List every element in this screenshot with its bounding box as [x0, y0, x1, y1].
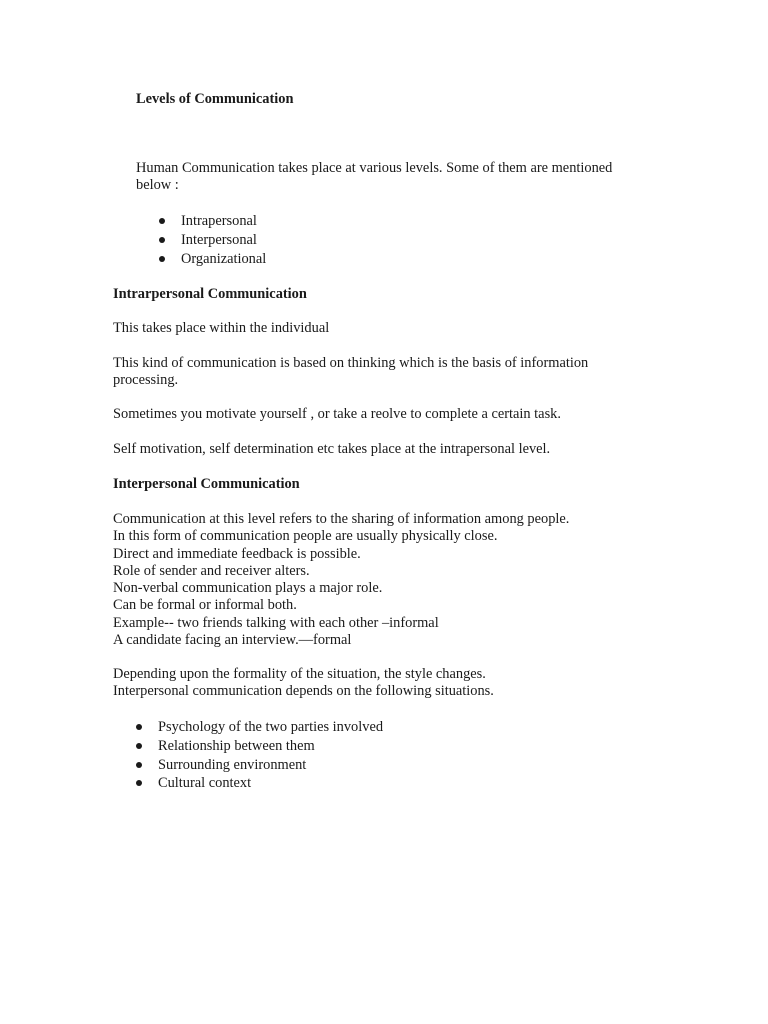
paragraph-line: Depending upon the formality of the situation, the style changes. [113, 666, 486, 682]
paragraph-line: Communication at this level refers to the sharing of information among people. [113, 511, 570, 527]
paragraph-line: Example-- two friends talking with each other –informal [113, 614, 439, 631]
list-item: Intrapersonal [159, 213, 559, 232]
paragraph-line: processing. [113, 372, 179, 389]
interpersonal-heading: Interpersonal Communication [113, 476, 300, 492]
paragraph-line: Non-verbal communication plays a major role. [113, 580, 383, 597]
bullet-icon [136, 762, 142, 768]
factors-list [136, 719, 536, 794]
paragraph-line: Direct and immediate feedback is possible. [113, 545, 361, 562]
bullet-icon [136, 724, 142, 730]
interpersonal-points [113, 511, 569, 649]
list-item: Psychology of the two parties involved [136, 719, 536, 738]
list-item: Cultural context [136, 775, 536, 794]
intro-line-1: Human Communication takes place at various levels. Some of them are mentioned [136, 160, 613, 176]
intrapersonal-paragraph-3: Sometimes you motivate yourself , or take a reolve to complete a certain task. [113, 406, 561, 422]
interpersonal-summary [113, 666, 494, 701]
bullet-icon [136, 743, 142, 749]
intrapersonal-paragraph-4: Self motivation, self determination etc takes place at the intrapersonal level. [113, 441, 551, 457]
intrapersonal-heading: Intrarpersonal Communication [113, 286, 307, 302]
intrapersonal-paragraph-2 [113, 355, 588, 390]
list-item: Surrounding environment [136, 757, 536, 776]
list-item: Interpersonal [159, 232, 559, 251]
document-title: Levels of Communication [136, 91, 294, 107]
bullet-icon [159, 237, 165, 243]
intro-line-2: below : [136, 177, 179, 194]
list-item: Relationship between them [136, 738, 536, 757]
paragraph-line: This kind of communication is based on thinking which is the basis of information [113, 355, 589, 371]
intrapersonal-paragraph-1: This takes place within the individual [113, 320, 330, 336]
paragraph-line: Can be formal or informal both. [113, 597, 297, 614]
paragraph-line: A candidate facing an interview.—formal [113, 632, 352, 649]
paragraph-line: Role of sender and receiver alters. [113, 562, 310, 579]
paragraph-line: Interpersonal communication depends on the following situations. [113, 683, 494, 700]
levels-list [159, 213, 559, 269]
bullet-icon [159, 218, 165, 224]
bullet-icon [159, 256, 165, 262]
bullet-icon [136, 780, 142, 786]
paragraph-line: In this form of communication people are usually physically close. [113, 528, 498, 545]
intro-paragraph [136, 160, 612, 195]
list-item: Organizational [159, 251, 559, 270]
